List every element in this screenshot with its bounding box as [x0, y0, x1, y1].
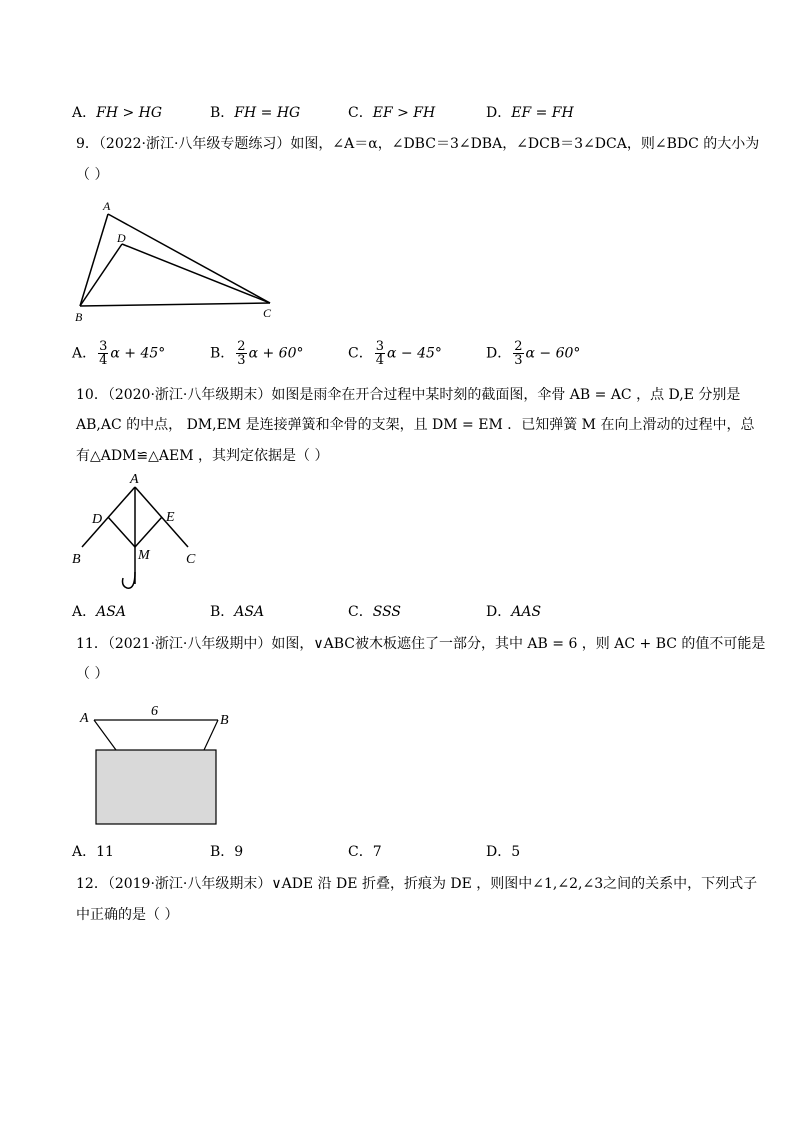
q11-option-d: D．5: [486, 844, 521, 860]
q10-label-c: C: [186, 552, 196, 567]
q8-option-c: C．EF > FH: [348, 105, 436, 121]
q8-option-a: A．FH > HG: [72, 105, 163, 121]
q10-option-a: A．ASA: [72, 604, 126, 620]
q9-option-a: A． $\frac{3}{4}$ α + 45°: [72, 339, 166, 368]
q10-label-d: D: [92, 512, 103, 527]
q12-stem-line2: 中正确的是（ ）: [76, 907, 179, 923]
q11-stem-line2: （ ）: [76, 666, 109, 682]
q12-stem-line1: 12．（2019·浙江·八年级期末）∨ADE 沿 DE 折叠，折痕为 DE ，则图中∠1,∠2,∠3之间的关系中，下列式子: [76, 876, 758, 892]
q10-label-m: M: [138, 548, 150, 563]
q10-stem-line2: AB,AC 的中点， DM,EM 是连接弹簧和伞骨的支架，且 DM = EM ．已知弹簧 M 在向上滑动的过程中，总: [76, 417, 755, 433]
q10-stem-line3: 有△ADM≌△AEM ，其判定依据是（ ）: [76, 448, 329, 464]
q10-stem-line1: 10．（2020·浙江·八年级期末）如图是雨伞在开合过程中某时刻的截面图，伞骨 AB = AC ，点 D,E 分别是: [76, 387, 741, 403]
q11-option-b: B．9: [210, 844, 244, 860]
q9-label-b: B: [75, 310, 83, 324]
q10-option-c: C．SSS: [348, 604, 401, 620]
q8-option-b: B．FH = HG: [210, 105, 301, 121]
q10-option-d: D．AAS: [486, 604, 542, 620]
q10-label-b: B: [72, 552, 81, 567]
q9-label-d: D: [117, 231, 126, 245]
q9-stem-line1: 9．（2022·浙江·八年级专题练习）如图，∠A＝α，∠DBC＝3∠DBA，∠DCB＝3∠DCA，则∠BDC 的大小为: [76, 136, 760, 152]
q11-label-b: B: [220, 713, 229, 728]
q10-option-b: B．ASA: [210, 604, 265, 620]
q11-length-label: 6: [151, 704, 158, 719]
q9-figure: [70, 200, 280, 325]
q11-board-figure: [76, 700, 236, 830]
q9-stem-line2: （ ）: [76, 167, 109, 183]
q10-label-a: A: [130, 472, 139, 487]
q11-wood-board: [96, 750, 216, 824]
q9-label-c: C: [263, 306, 272, 320]
q11-label-a: A: [80, 711, 89, 726]
q9-option-c: C． $\frac{3}{4}$ α − 45°: [348, 339, 442, 368]
q9-option-d: D． $\frac{2}{3}$ α − 60°: [486, 339, 581, 368]
q8-option-d: D．EF = FH: [486, 105, 574, 121]
q9-label-a: A: [103, 199, 111, 213]
q11-option-c: C．7: [348, 844, 382, 860]
q9-option-b: B． $\frac{2}{3}$ α + 60°: [210, 339, 304, 368]
q11-option-a: A．11: [72, 844, 114, 860]
q10-umbrella-figure: [70, 472, 210, 592]
q11-stem-line1: 11．（2021·浙江·八年级期中）如图，∨ABC被木板遮住了一部分，其中 AB = 6 ，则 AC + BC 的值不可能是: [76, 636, 766, 652]
q10-label-e: E: [166, 510, 175, 525]
